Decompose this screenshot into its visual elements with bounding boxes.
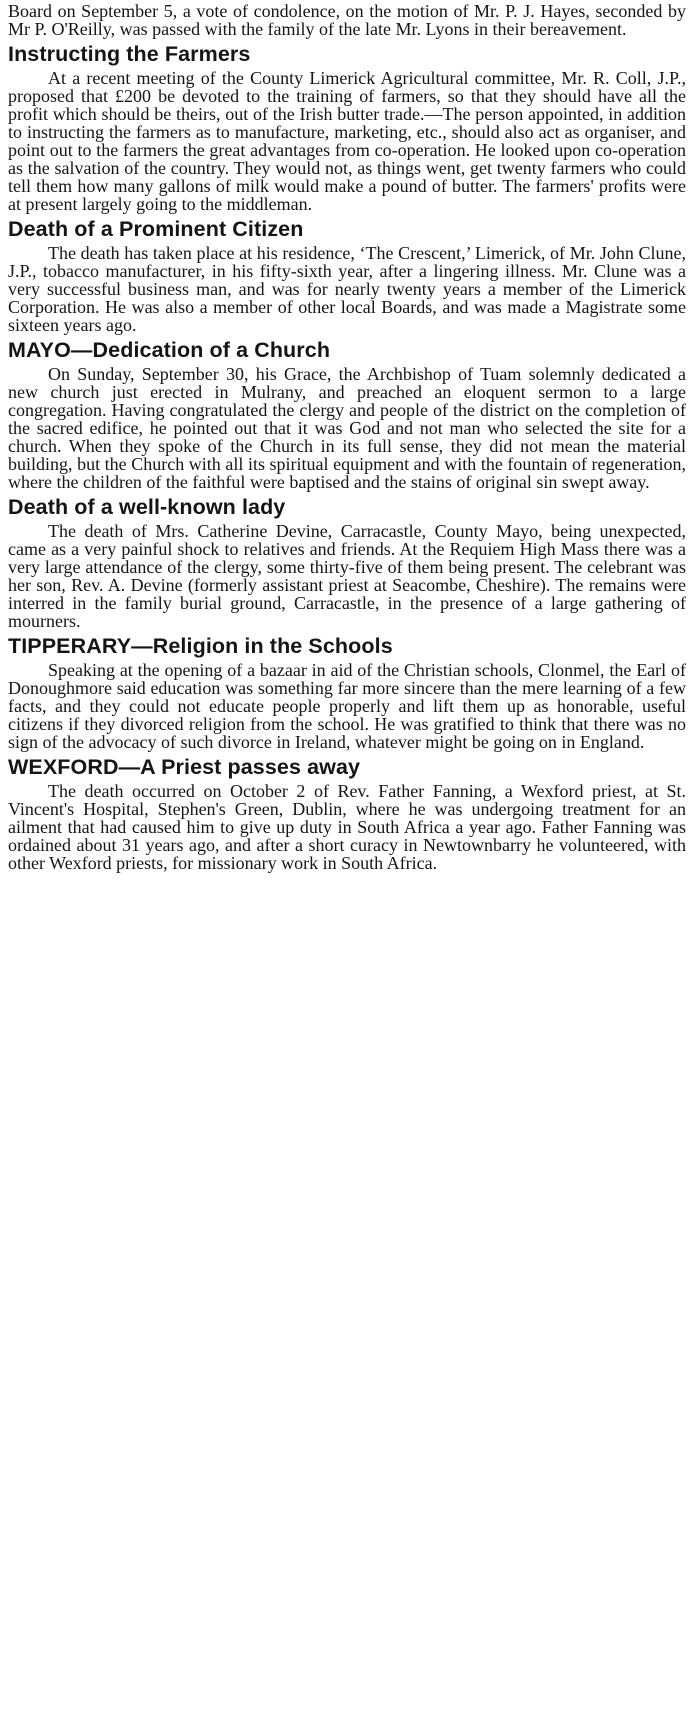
article-heading: WEXFORD—A Priest passes away (8, 755, 361, 779)
article-wexford-priest (8, 752, 686, 872)
article-prominent-citizen (8, 214, 686, 334)
article-instructing-farmers (8, 39, 686, 213)
article-heading: TIPPERARY—Religion in the Schools (8, 634, 393, 658)
article-body: The death occurred on October 2 of Rev. Father Fanning, a Wexford priest, at St. Vincent's Hospital, Stephen's Green, Dublin, where he was undergoing treatment for an ailment that had caused him to give up duty in South Africa a year ago. Father Fanning was ordained about 31 years ago, and after a short curacy in Newtownbarry he volunteered, with other Wexford priests, for missionary work in South Africa. (8, 781, 686, 873)
article-body: On Sunday, September 30, his Grace, the Archbishop of Tuam solemnly dedicated a new church just erected in Mulrany, and preached an eloquent sermon to a large congregation. Having congratulated the clergy and people of the district on the completion of the sacred edifice, he pointed out that it was God and not man who selected the site for a church. When they spoke of the Church in its full sense, they did not mean the material building, but the Church with all its spiritual equipment and with the fountain of regeneration, where the children of the faithful were baptised and the stains of original sin swept away. (8, 364, 686, 492)
article-body: At a recent meeting of the County Limerick Agricultural committee, Mr. R. Coll, J.P., proposed that £200 be devoted to the training of farmers, so that they should have all the profit which should be theirs, out of the Irish butter trade.—The person appointed, in addition to instructing the farmers as to manufacture, marketing, etc., should also act as organiser, and point out to the farmers the great advantages from co-operation. He looked upon co-operation as the salvation of the country. They would not, as things went, get twenty farmers who could tell them how many gallons of milk would make a pound of butter. The farmers' profits were at present largely going to the middleman. (8, 68, 686, 214)
article-body: The death of Mrs. Catherine Devine, Carracastle, County Mayo, being unexpected, came as a very painful shock to relatives and friends. At the Requiem High Mass there was a very large attendance of the clergy, some thirty-five of them being present. The celebrant was her son, Rev. A. Devine (formerly assistant priest at Seacombe, Cheshire). The remains were interred in the family burial ground, Carracastle, in the presence of a large gathering of mourners. (8, 521, 686, 631)
article-heading: Death of a well-known lady (8, 495, 286, 519)
article-mayo-church (8, 335, 686, 491)
article-well-known-lady (8, 492, 686, 630)
article-tipperary-schools (8, 631, 686, 751)
article-heading: Instructing the Farmers (8, 42, 251, 66)
article-body: Board on September 5, a vote of condolence, on the motion of Mr. P. J. Hayes, seconded by Mr P. O'Reilly, was passed with the family of the late Mr. Lyons in their bereavement. (8, 1, 686, 39)
article-body: Speaking at the opening of a bazaar in aid of the Christian schools, Clonmel, the Earl of Donoughmore said education was something far more sincere than the mere learning of a few facts, and they could not educate people properly and lift them up as honorable, useful citizens if they divorced religion from the school. He was gratified to think that there was no sign of the advocacy of such divorce in Ireland, whatever might be going on in England. (8, 660, 686, 752)
article-heading: MAYO—Dedication of a Church (8, 338, 331, 362)
article-continuation (8, 2, 686, 38)
article-body: The death has taken place at his residence, ‘The Crescent,’ Limerick, of Mr. John Clune, J.P., tobacco manufacturer, in his fifty-sixth year, after a lingering illness. Mr. Clune was a very successful business man, and was for nearly twenty years a member of the Limerick Corporation. He was also a member of other local Boards, and was made a Magistrate some sixteen years ago. (8, 243, 686, 335)
article-heading: Death of a Prominent Citizen (8, 217, 304, 241)
